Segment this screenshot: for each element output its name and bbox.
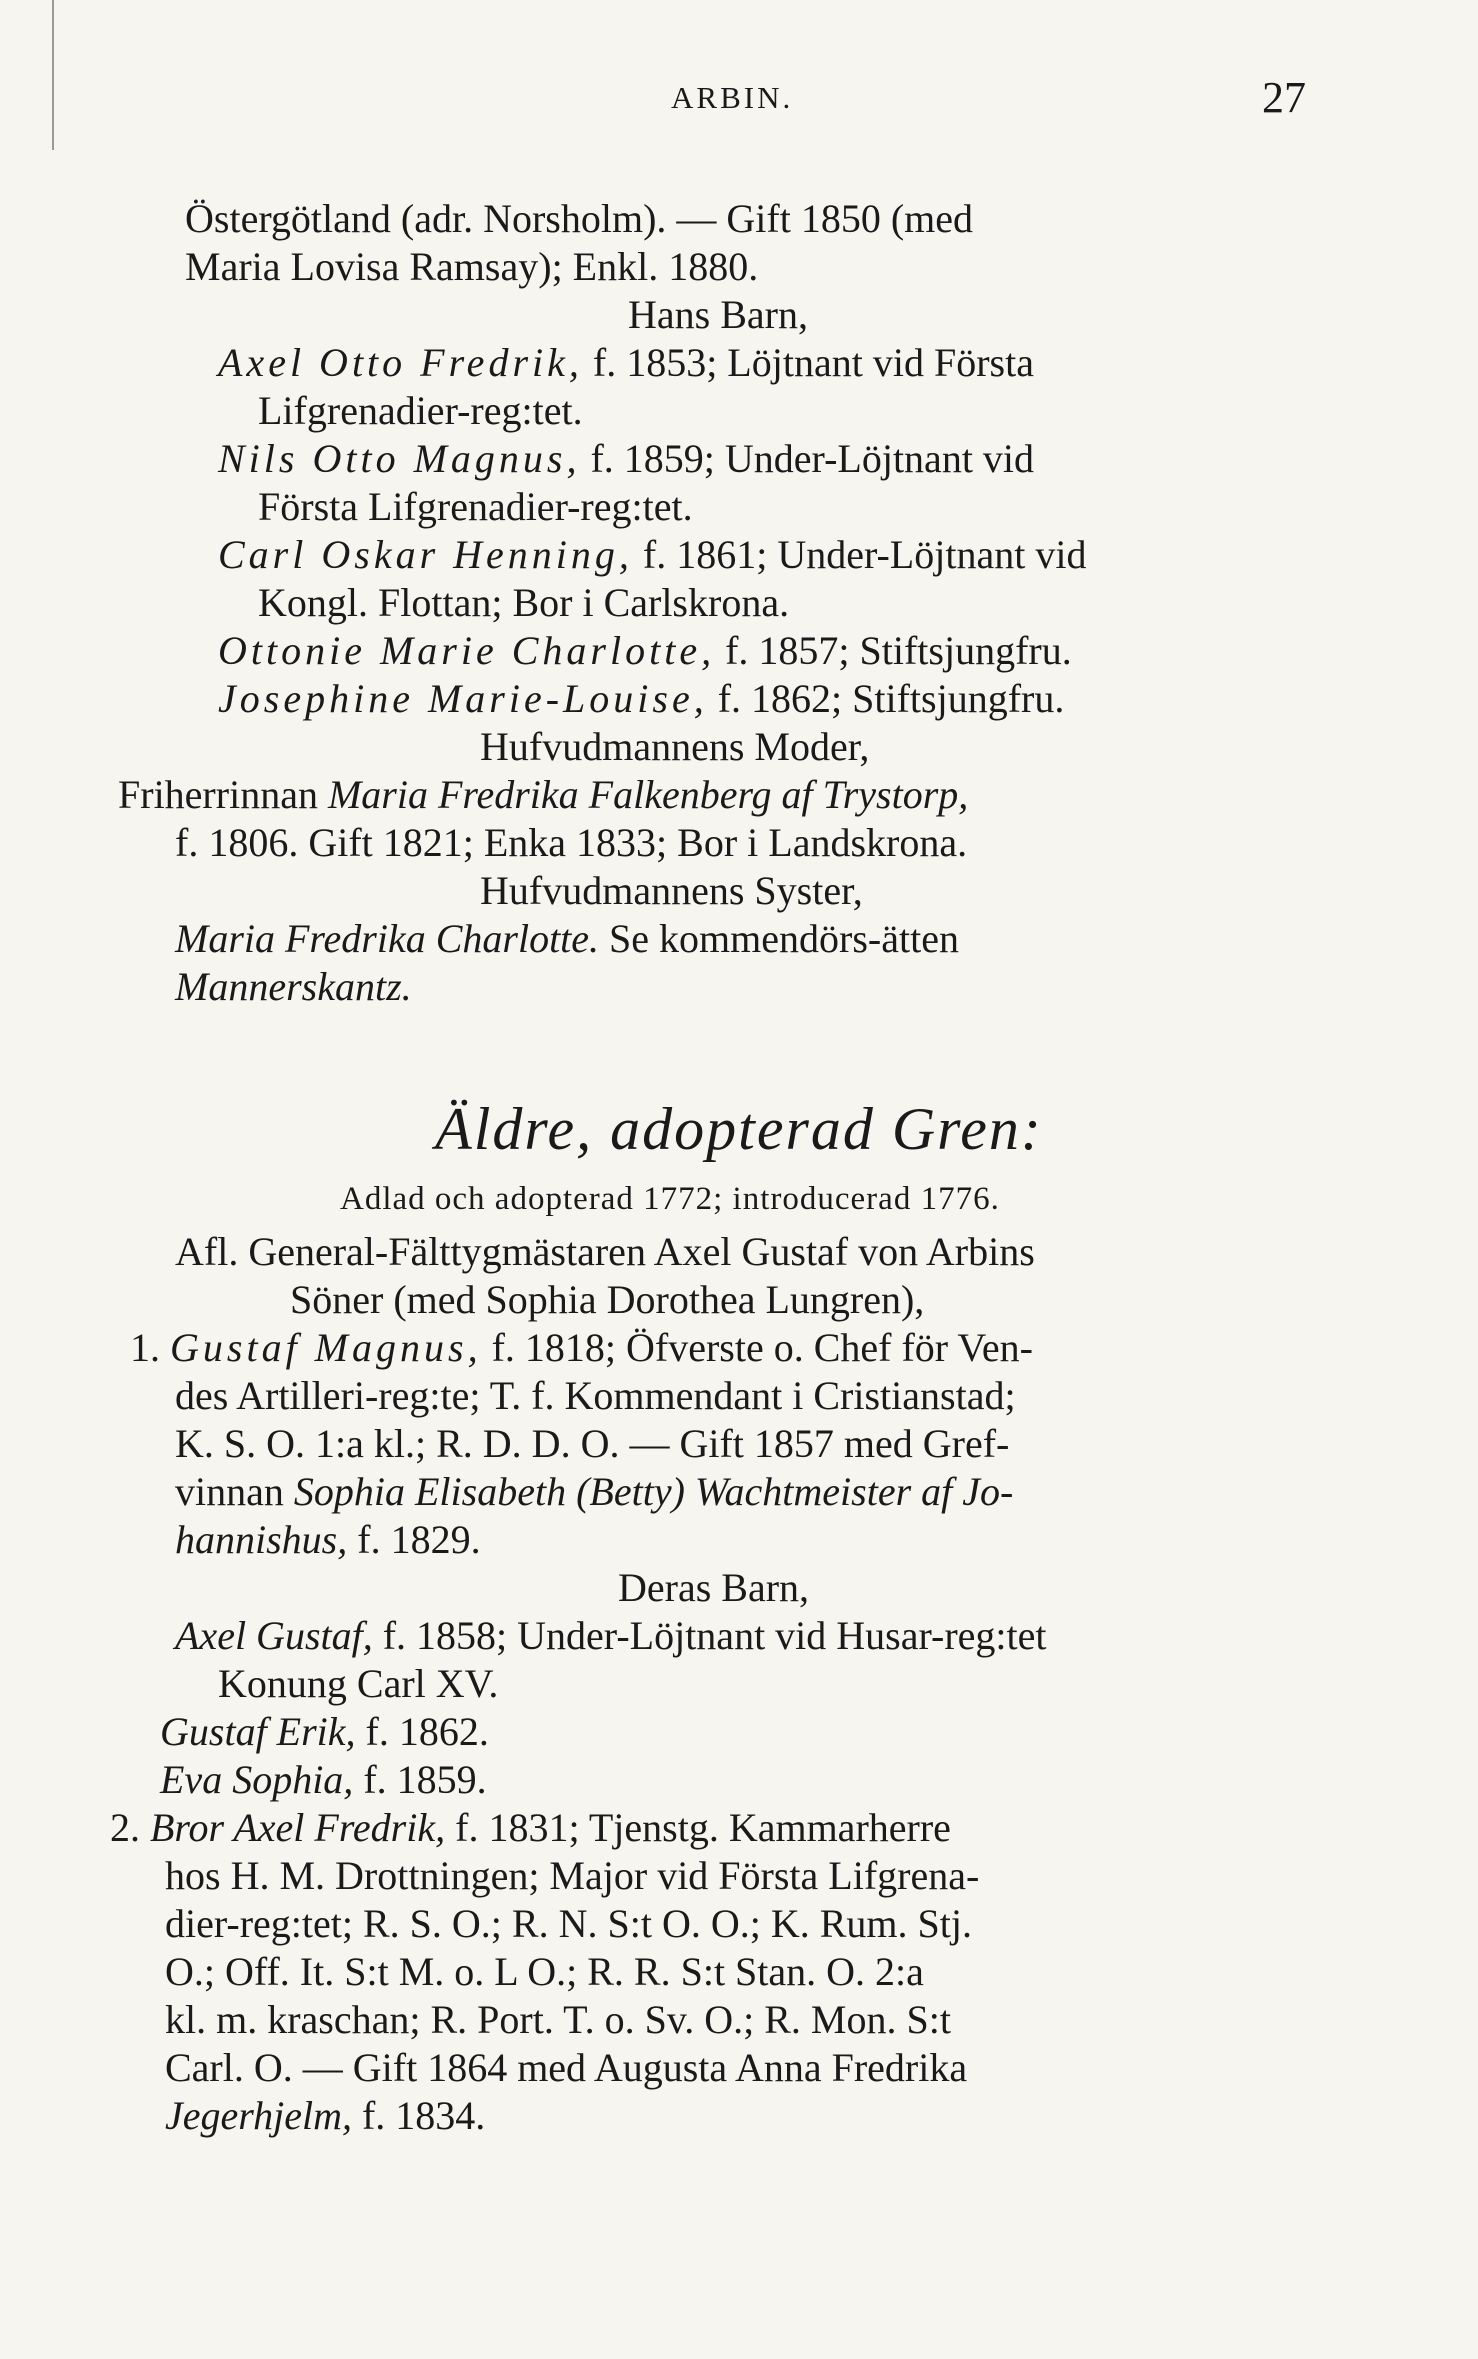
page-edge [52, 0, 54, 150]
text-line [218, 531, 1086, 579]
text-line: Första Lifgrenadier-reg:tet. [258, 484, 693, 529]
text-line [175, 915, 959, 963]
text-line: O.; Off. It. S:t M. o. L O.; R. R. S:t Stan. O. 2:a [165, 1949, 924, 1994]
text-line: Söner (med Sophia Dorothea Lungren), [290, 1277, 925, 1322]
person-name: Josephine Marie-Louise, [218, 676, 708, 721]
person-name: Maria Fredrika Falkenberg af Trystorp, [327, 772, 969, 817]
text-line [218, 675, 1064, 723]
person-name: Eva Sophia, [160, 1757, 354, 1802]
text-span: f. 1862. [355, 1709, 489, 1754]
text-span: f. 1829. [347, 1517, 481, 1562]
text-span: f. 1853; Löjtnant vid Första [582, 340, 1034, 385]
text-line: hos H. M. Drottningen; Major vid Första Lifgrena- [165, 1853, 980, 1898]
text-line: Kongl. Flottan; Bor i Carlskrona. [258, 580, 790, 625]
text-line [175, 963, 412, 1011]
person-name: Jegerhjelm, [165, 2093, 352, 2138]
text-span: f. 1861; Under-Löjtnant vid [632, 532, 1087, 577]
text-line: dier-reg:tet; R. S. O.; R. N. S:t O. O.; K. Rum. Stj. [165, 1901, 972, 1946]
text-span: f. 1859; Under-Löjtnant vid [580, 436, 1035, 481]
text-span: f. 1862; Stiftsjungfru. [707, 676, 1065, 721]
person-name: Maria Fredrika Charlotte. [175, 916, 600, 961]
text-span: f. 1831; Tjenstg. Kammarherre [445, 1805, 951, 1850]
person-name: Bror Axel Fredrik, [150, 1805, 446, 1850]
text-span: 1. [130, 1325, 170, 1370]
text-line: K. S. O. 1:a kl.; R. D. D. O. — Gift 1857 med Gref- [175, 1421, 1010, 1466]
text-line: des Artilleri-reg:te; T. f. Kommendant i Cristianstad; [175, 1373, 1016, 1418]
text-line: Maria Lovisa Ramsay); Enkl. 1880. [185, 244, 759, 289]
text-line: Afl. General-Fälttygmästaren Axel Gustaf von Arbins [175, 1229, 1035, 1274]
text-line: Hufvudmannens Moder, [480, 724, 870, 769]
text-line: Lifgrenadier-reg:tet. [258, 388, 583, 433]
text-line: Deras Barn, [618, 1565, 810, 1610]
text-line: f. 1806. Gift 1821; Enka 1833; Bor i Landskrona. [175, 820, 968, 865]
text-line: Östergötland (adr. Norsholm). — Gift 1850 (med [185, 196, 974, 241]
text-span: Friherrinnan [118, 772, 328, 817]
text-line: Hufvudmannens Syster, [480, 868, 863, 913]
person-name: Axel Gustaf, [175, 1613, 373, 1658]
person-name: Nils Otto Magnus, [218, 436, 581, 481]
text-line [218, 627, 1072, 675]
text-line [175, 1468, 1013, 1516]
text-line [130, 1324, 1033, 1372]
text-span: f. 1858; Under-Löjtnant vid Husar-reg:tet [372, 1613, 1047, 1658]
section-title: Äldre, adopterad Gren: [435, 1096, 1043, 1162]
running-header: ARBIN. [671, 80, 794, 115]
text-line [110, 1804, 951, 1852]
text-line: kl. m. kraschan; R. Port. T. o. Sv. O.; R. Mon. S:t [165, 1997, 951, 2042]
text-line: Hans Barn, [628, 292, 808, 337]
person-name: Gustaf Magnus, [170, 1325, 482, 1370]
person-name: Sophia Elisabeth (Betty) Wachtmeister af Jo- [293, 1469, 1014, 1514]
person-name: Ottonie Marie Charlotte, [218, 628, 716, 673]
page-number: 27 [1262, 73, 1306, 122]
person-name: Gustaf Erik, [160, 1709, 356, 1754]
person-name: Mannerskantz. [175, 964, 412, 1009]
text-line [175, 1516, 481, 1564]
text-span: Se kommendörs-ätten [599, 916, 959, 961]
text-span: 2. [110, 1805, 150, 1850]
person-name: Carl Oskar Henning, [218, 532, 633, 577]
text-line [218, 435, 1034, 483]
text-line: Adlad och adopterad 1772; introducerad 1776. [340, 1181, 1000, 1217]
text-line: Konung Carl XV. [218, 1661, 499, 1706]
text-span: f. 1859. [353, 1757, 487, 1802]
text-span: f. 1818; Öfverste o. Chef för Ven- [481, 1325, 1033, 1370]
text-line [218, 339, 1034, 387]
person-name: Axel Otto Fredrik, [218, 340, 583, 385]
text-line [118, 771, 968, 819]
text-span: f. 1834. [351, 2093, 486, 2138]
text-span: f. 1857; Stiftsjungfru. [715, 628, 1072, 673]
person-name: hannishus, [175, 1517, 348, 1562]
text-line [160, 1756, 487, 1804]
text-line [165, 2092, 485, 2140]
text-line [175, 1612, 1047, 1660]
text-line: Carl. O. — Gift 1864 med Augusta Anna Fredrika [165, 2045, 968, 2090]
text-span: vinnan [175, 1469, 294, 1514]
text-line [160, 1708, 489, 1756]
